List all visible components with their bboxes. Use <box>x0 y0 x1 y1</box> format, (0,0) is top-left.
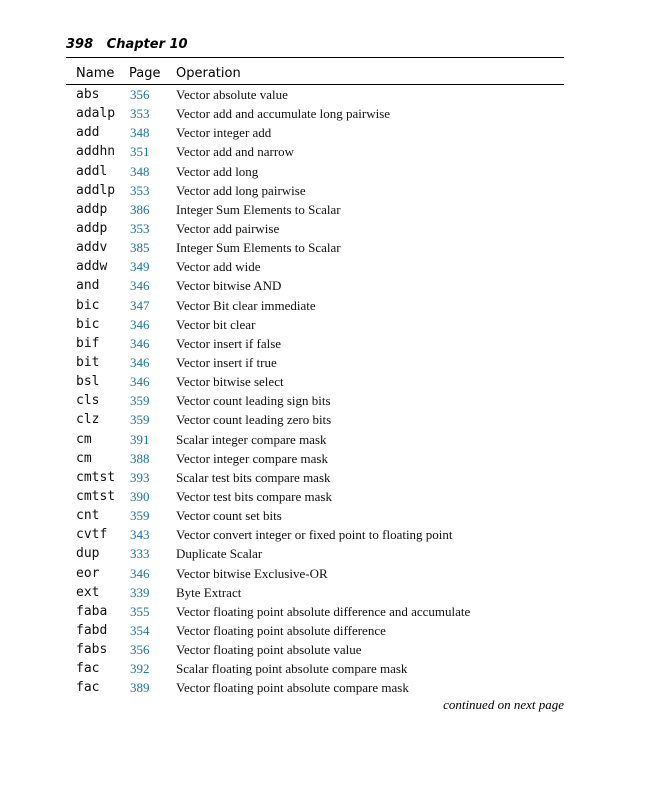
instruction-name: cmtst <box>76 488 116 504</box>
header-rule <box>66 84 564 85</box>
page-number: 398 <box>66 37 94 52</box>
page-link[interactable]: 390 <box>130 488 150 504</box>
page-link[interactable]: 333 <box>130 546 150 562</box>
instruction-name: and <box>76 278 100 294</box>
operation-description: Vector add long <box>176 163 259 179</box>
page-link[interactable]: 393 <box>130 469 150 485</box>
table-row <box>66 335 564 354</box>
table-row <box>66 105 564 124</box>
page-link[interactable]: 353 <box>130 220 150 236</box>
table-row <box>66 258 564 277</box>
operation-description: Duplicate Scalar <box>176 546 263 562</box>
instruction-name: eor <box>76 565 100 581</box>
page-link[interactable]: 388 <box>130 450 150 466</box>
continued-note: continued on next page <box>443 697 564 712</box>
table-row <box>66 584 564 603</box>
table-row <box>66 411 564 430</box>
operation-description: Vector count leading zero bits <box>176 412 332 428</box>
table-row <box>66 431 564 450</box>
table-row <box>66 182 564 201</box>
instruction-name: bit <box>76 354 100 370</box>
operation-description: Vector add and narrow <box>176 144 295 160</box>
instruction-name: fabs <box>76 642 108 658</box>
table-row <box>66 679 564 698</box>
page-link[interactable]: 392 <box>130 661 150 677</box>
table-header <box>66 66 564 84</box>
instruction-name: ext <box>76 584 100 600</box>
table-row <box>66 450 564 469</box>
operation-description: Vector add pairwise <box>176 220 280 236</box>
table-row <box>66 316 564 335</box>
operation-description: Vector integer add <box>176 125 272 141</box>
operation-description: Vector convert integer or fixed point to floating point <box>176 527 453 543</box>
table-row <box>66 124 564 143</box>
operation-description: Vector Bit clear immediate <box>176 297 316 313</box>
page-link[interactable]: 359 <box>130 412 150 428</box>
table-row <box>66 507 564 526</box>
operation-description: Integer Sum Elements to Scalar <box>176 240 341 256</box>
operation-description: Scalar test bits compare mask <box>176 469 331 485</box>
table-row <box>66 526 564 545</box>
instruction-name: add <box>76 125 100 141</box>
instruction-name: cnt <box>76 508 100 524</box>
table-row <box>66 86 564 105</box>
instruction-name: addlp <box>76 182 116 198</box>
column-header-operation: Operation <box>176 66 241 81</box>
operation-description: Vector integer compare mask <box>176 450 328 466</box>
page-link[interactable]: 356 <box>130 87 150 102</box>
column-header-name: Name <box>76 66 115 81</box>
table-row <box>66 277 564 296</box>
operation-description: Integer Sum Elements to Scalar <box>176 201 341 217</box>
table-row <box>66 354 564 373</box>
page-link[interactable]: 346 <box>130 374 150 390</box>
table-row <box>66 603 564 622</box>
page-link[interactable]: 391 <box>130 431 150 447</box>
instruction-name: bic <box>76 297 100 313</box>
operation-description: Vector test bits compare mask <box>176 488 332 504</box>
instruction-name: addp <box>76 201 108 217</box>
instruction-name: bic <box>76 316 100 332</box>
page-link[interactable]: 389 <box>130 680 150 696</box>
page-link[interactable]: 346 <box>130 316 150 332</box>
instruction-name: clz <box>76 412 100 428</box>
operation-description: Vector count leading sign bits <box>176 393 331 409</box>
operation-description: Vector floating point absolute compare mask <box>176 680 409 696</box>
page-link[interactable]: 349 <box>130 259 150 275</box>
table-row <box>66 469 564 488</box>
instruction-name: fabd <box>76 622 108 638</box>
instruction-name: addv <box>76 240 108 256</box>
instruction-table <box>66 86 564 699</box>
table-row <box>66 373 564 392</box>
table-row <box>66 220 564 239</box>
column-header-page: Page <box>129 66 161 81</box>
table-row <box>66 239 564 258</box>
table-row <box>66 143 564 162</box>
instruction-name: cls <box>76 393 100 409</box>
page-link[interactable]: 355 <box>130 603 150 619</box>
operation-description: Vector add and accumulate long pairwise <box>176 106 391 122</box>
instruction-name: cm <box>76 431 92 447</box>
operation-description: Vector bitwise AND <box>176 278 282 294</box>
page-link[interactable]: 347 <box>130 297 150 313</box>
page-link[interactable]: 346 <box>130 354 150 370</box>
page-link[interactable]: 343 <box>130 527 150 543</box>
instruction-name: abs <box>76 87 100 102</box>
table-row <box>66 488 564 507</box>
operation-description: Vector count set bits <box>176 508 282 524</box>
page-link[interactable]: 386 <box>130 201 150 217</box>
operation-description: Vector insert if false <box>176 335 282 351</box>
page-link[interactable]: 346 <box>130 278 150 294</box>
instruction-name: addhn <box>76 144 116 160</box>
instruction-name: bsl <box>76 374 100 390</box>
operation-description: Vector add wide <box>176 259 261 275</box>
instruction-name: cm <box>76 450 92 466</box>
operation-description: Vector add long pairwise <box>176 182 306 198</box>
operation-description: Vector insert if true <box>176 354 277 370</box>
page-link[interactable]: 354 <box>130 622 150 638</box>
table-row <box>66 392 564 411</box>
instruction-name: cvtf <box>76 527 108 543</box>
page-link[interactable]: 359 <box>130 508 150 524</box>
instruction-name: dup <box>76 546 100 562</box>
operation-description: Scalar integer compare mask <box>176 431 327 447</box>
instruction-name: cmtst <box>76 469 116 485</box>
page-link[interactable]: 348 <box>130 163 150 179</box>
page-link[interactable]: 346 <box>130 335 150 351</box>
page-link[interactable]: 339 <box>130 584 150 600</box>
instruction-name: bif <box>76 335 100 351</box>
page-link[interactable]: 353 <box>130 182 150 198</box>
operation-description: Vector floating point absolute value <box>176 642 362 658</box>
operation-description: Scalar floating point absolute compare mask <box>176 661 408 677</box>
page-link[interactable]: 351 <box>130 144 150 160</box>
instruction-name: fac <box>76 680 100 696</box>
table-row <box>66 163 564 182</box>
operation-description: Vector bitwise select <box>176 374 284 390</box>
instruction-name: faba <box>76 603 108 619</box>
instruction-name: addp <box>76 220 108 236</box>
operation-description: Vector absolute value <box>176 87 288 102</box>
table-row <box>66 297 564 316</box>
table-row <box>66 545 564 564</box>
page-link[interactable]: 356 <box>130 642 150 658</box>
instruction-name: addw <box>76 259 108 275</box>
operation-description: Vector floating point absolute difference <box>176 622 386 638</box>
operation-description: Byte Extract <box>176 584 242 600</box>
table-row <box>66 622 564 641</box>
top-rule <box>66 57 564 58</box>
table-row <box>66 565 564 584</box>
instruction-name: adalp <box>76 106 116 122</box>
instruction-name: addl <box>76 163 108 179</box>
chapter-title: Chapter 10 <box>106 37 188 52</box>
running-head <box>66 37 188 52</box>
operation-description: Vector floating point absolute difference and accumulate <box>176 603 471 619</box>
table-row <box>66 641 564 660</box>
page-link[interactable]: 346 <box>130 565 150 581</box>
table-row <box>66 660 564 679</box>
table-row <box>66 201 564 220</box>
page-link[interactable]: 359 <box>130 393 150 409</box>
operation-description: Vector bit clear <box>176 316 256 332</box>
page-link[interactable]: 348 <box>130 125 150 141</box>
instruction-name: fac <box>76 661 100 677</box>
page-link[interactable]: 353 <box>130 106 150 122</box>
operation-description: Vector bitwise Exclusive-OR <box>176 565 328 581</box>
page-link[interactable]: 385 <box>130 240 150 256</box>
